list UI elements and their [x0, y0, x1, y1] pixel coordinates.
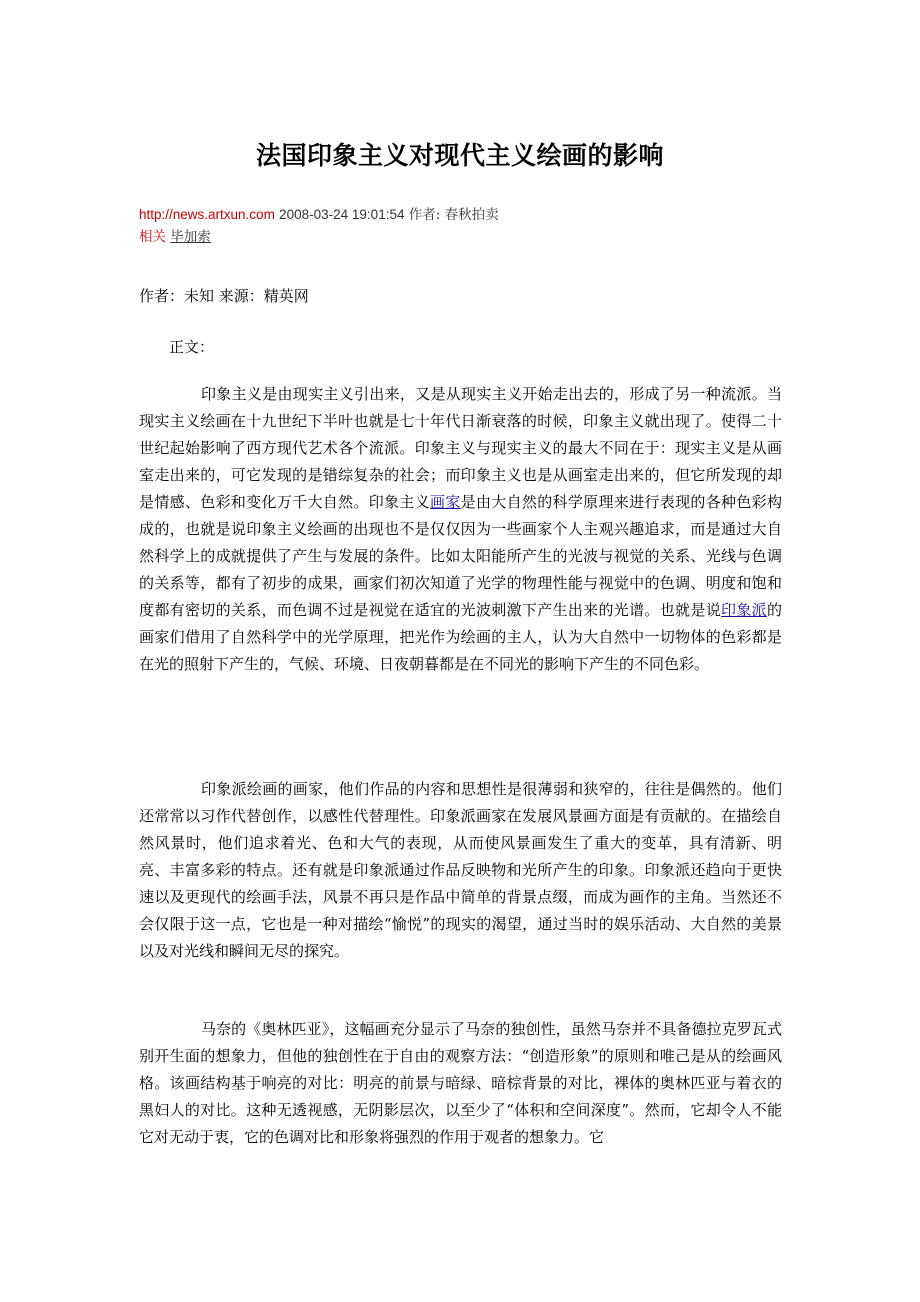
paragraph-1 — [139, 381, 782, 678]
paragraph-1-text-b: 是由大自然的科学原理来进行表现的各种色彩构成的，也就是说印象主义绘画的出现也不是仅仅因为一些画家个人主观兴趣追求，而是通过大自然科学上的成就提供了产生与发展的条件。比如太阳能所产生的光波与视觉的关系、光线与色调的关系等，都有了初步的成果，画家们初次知道了光学的物理性能与视觉中的色调、明度和饱和度都有密切的关系，而色调不过是视觉在适宜的光波刺激下产生出来的光谱。也就是说 — [139, 493, 782, 619]
page-title: 法国印象主义对现代主义绘画的影响 — [255, 141, 664, 170]
link-impressionism[interactable]: 印象派 — [721, 601, 767, 619]
paragraph-3: 马奈的《奥林匹亚》，这幅画充分显示了马奈的独创性，虽然马奈并不具备德拉克罗瓦式别开生面的想象力，但他的独创性在于自由的观察方法：“创造形象”的原则和唯己是从的绘画风格。该画结构基于响亮的对比：明亮的前景与暗绿、暗棕背景的对比，裸体的奥林匹亚与着衣的黑妇人的对比。这种无透视感，无阴影层次，以至少了“体积和空间深度”。然而，它却令人不能它对无动于衷，它的色调对比和形象将强烈的作用于观者的想象力。它 — [139, 1020, 782, 1146]
link-painter[interactable]: 画家 — [430, 493, 461, 511]
publish-datetime: 2008-03-24 19:01:54 — [279, 207, 405, 222]
paragraph-1-text-a: 印象主义是由现实主义引出来，又是从现实主义开始走出去的，形成了另一种流派。当现实主义绘画在十九世纪下半叶也就是七十年代日渐衰落的时候，印象主义就出现了。使得二十世纪起始影响了西方现代艺术各个流派。印象主义与现实主义的最大不同在于：现实主义是从画室走出来的，可它发现的是错综复杂的社会；而印象主义也是从画室走出来的，但它所发现的却是情感、色彩和变化万千大自然。印象主义 — [139, 385, 782, 511]
article-meta — [139, 204, 499, 248]
related-link-picasso[interactable]: 毕加索 — [170, 229, 211, 245]
source-url-link[interactable]: http://news.artxun.com — [139, 207, 275, 222]
body-label: 正文： — [169, 338, 215, 356]
related-label: 相关 — [139, 229, 166, 245]
author-name: 春秋拍卖 — [444, 207, 499, 223]
meta-line-1 — [139, 204, 499, 226]
meta-line-2 — [139, 226, 499, 248]
paragraph-2: 印象派绘画的画家，他们作品的内容和思想性是很薄弱和狭窄的，往往是偶然的。他们还常常以习作代替创作，以感性代替理性。印象派画家在发展风景画方面是有贡献的。在描绘自然风景时，他们追求着光、色和大气的表现，从而使风景画发生了重大的变革，具有清新、明亮、丰富多彩的特点。还有就是印象派通过作品反映物和光所产生的印象。印象派还趋向于更快速以及更现代的绘画手法，风景不再只是作品中简单的背景点缀，而成为画作的主角。当然还不会仅限于这一点，它也是一种对描绘“愉悦”的现实的渴望，通过当时的娱乐活动、大自然的美景以及对光线和瞬间无尽的探究。 — [139, 780, 782, 960]
paragraph-1-text-c: 的画家们借用了自然科学中的光学原理，把光作为绘画的主人，认为大自然中一切物体的色彩都是在光的照射下产生的，气候、环境、日夜朝暮都是在不同光的影响下产生的不同色彩。 — [139, 601, 782, 673]
byline: 作者：未知 来源：精英网 — [139, 287, 309, 305]
author-label: 作者: — [408, 207, 441, 223]
